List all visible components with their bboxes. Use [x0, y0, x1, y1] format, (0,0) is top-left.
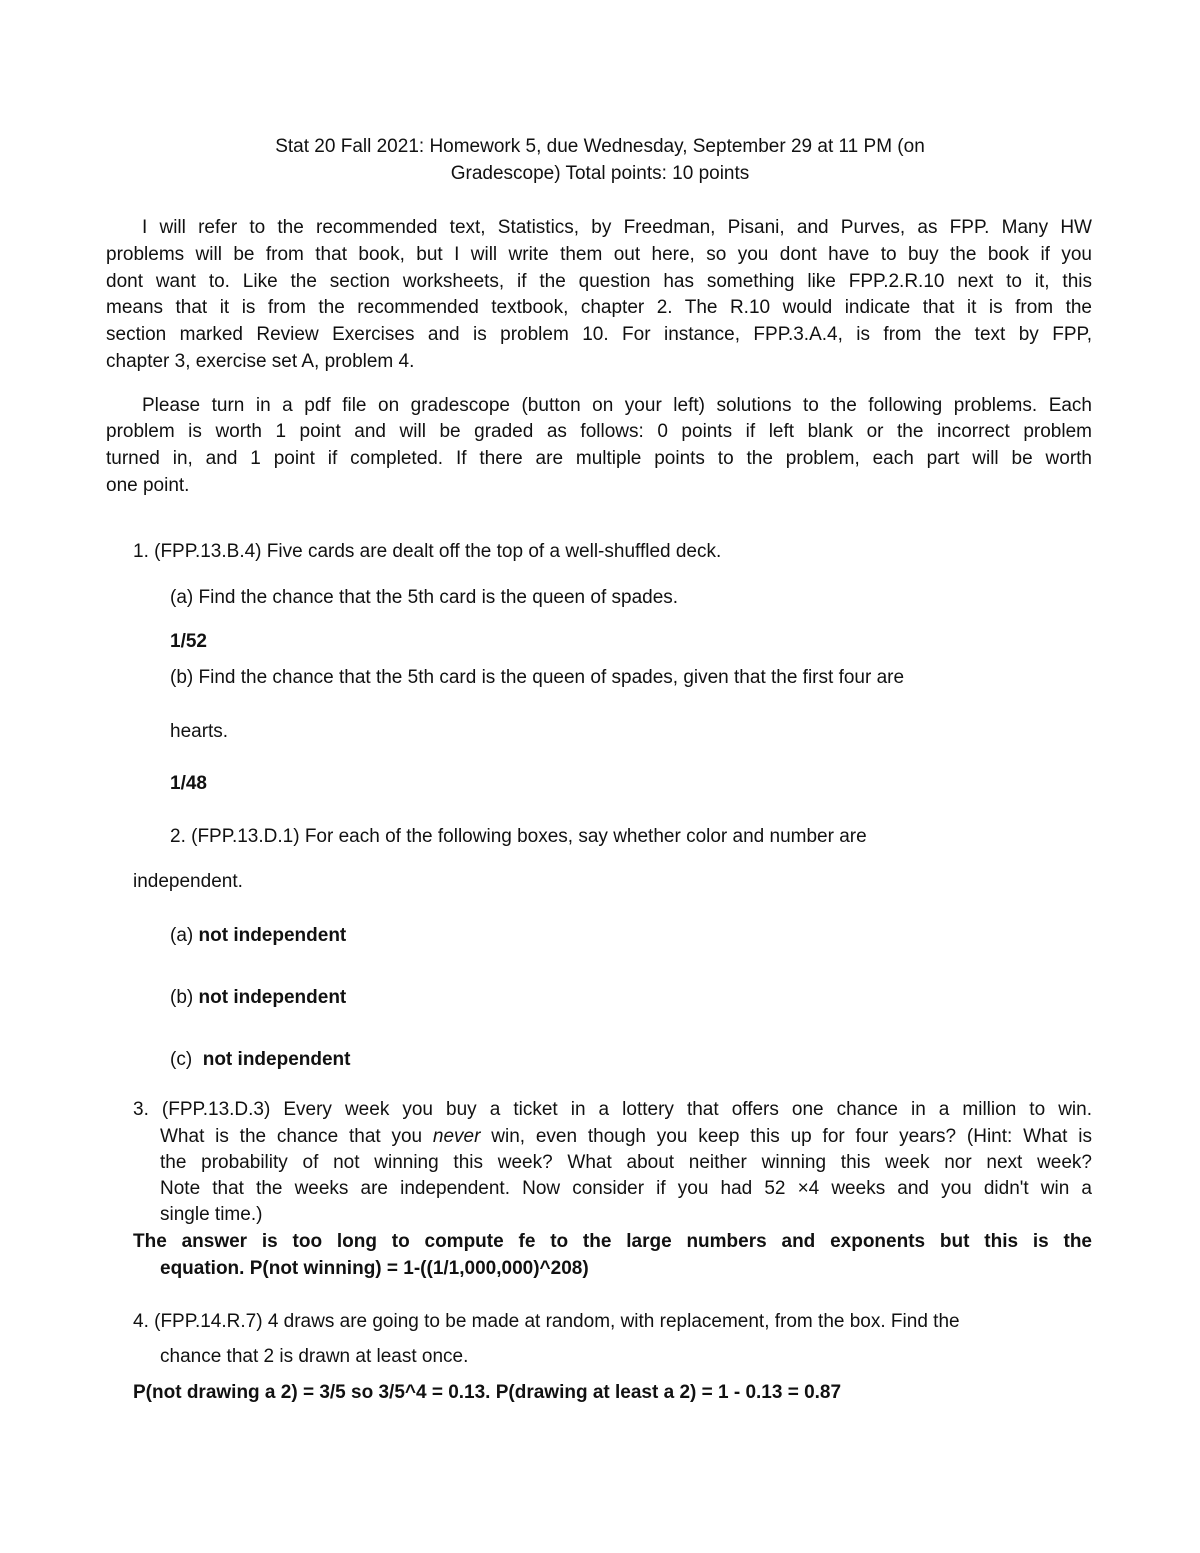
- intro-p1-line-1: I will refer to the recommended text, Statistics, by Freedman, Pisani, and Purves, as FPP. Many HW: [142, 217, 1092, 238]
- q3-prompt-line-2-pre: What is the chance that you: [160, 1126, 433, 1147]
- q2a-label: (a): [170, 925, 199, 946]
- intro-p1-line-2: problems will be from that book, but I will write them out here, so you dont have to buy the book if you: [106, 244, 1092, 265]
- doc-title-line-1: Stat 20 Fall 2021: Homework 5, due Wednesday, September 29 at 11 PM (on: [275, 136, 925, 157]
- intro-p2-line-2: problem is worth 1 point and will be graded as follows: 0 points if left blank or the incorrect problem: [106, 421, 1092, 442]
- q2c-label: (c): [170, 1049, 198, 1070]
- q4-prompt-line-2: chance that 2 is drawn at least once.: [160, 1346, 469, 1367]
- q1a-prompt: (a) Find the chance that the 5th card is the queen of spades.: [170, 587, 679, 608]
- intro-p1-line-5: section marked Review Exercises and is problem 10. For instance, FPP.3.A.4, is from the text by FPP,: [106, 324, 1092, 345]
- q2b-label: (b): [170, 987, 199, 1008]
- q3-prompt-line-3: the probability of not winning this week? What about neither winning this week nor next week?: [160, 1152, 1092, 1173]
- intro-p1-line-6: chapter 3, exercise set A, problem 4.: [106, 351, 415, 372]
- q1a-answer: 1/52: [170, 631, 207, 652]
- intro-p2-line-4: one point.: [106, 475, 190, 496]
- q2c-item: [170, 1047, 350, 1073]
- q1b-answer: 1/48: [170, 773, 207, 794]
- q2-prompt-line-2: independent.: [133, 871, 243, 892]
- q2-prompt-line-1: 2. (FPP.13.D.1) For each of the following boxes, say whether color and number are: [170, 826, 867, 847]
- q4-prompt-line-1: 4. (FPP.14.R.7) 4 draws are going to be made at random, with replacement, from the box. Find the: [133, 1311, 960, 1332]
- q2b-answer: not independent: [198, 987, 347, 1008]
- q3-answer-line-2: equation. P(not winning) = 1-((1/1,000,000)^208): [160, 1258, 589, 1279]
- q2b-item: [170, 985, 346, 1011]
- intro-p1-line-4: means that it is from the recommended textbook, chapter 2. The R.10 would indicate that it is from the: [106, 297, 1092, 318]
- doc-title-line-2: Gradescope) Total points: 10 points: [450, 163, 750, 184]
- q2a-item: [170, 923, 346, 949]
- q3-prompt-line-2-post: win, even though you keep this up for four years? (Hint: What is: [480, 1126, 1092, 1147]
- q2c-answer: not independent: [202, 1049, 351, 1070]
- intro-p1-line-3: dont want to. Like the section worksheets, if the question has something like FPP.2.R.10 next to it, this: [106, 271, 1092, 292]
- intro-p2-line-3: turned in, and 1 point if completed. If there are multiple points to the problem, each part will be worth: [106, 448, 1092, 469]
- q1-prompt: 1. (FPP.13.B.4) Five cards are dealt off the top of a well-shuffled deck.: [133, 541, 722, 562]
- q3-prompt-line-5: single time.): [160, 1204, 263, 1225]
- q3-prompt-line-2: [160, 1124, 1092, 1150]
- q3-prompt-line-4: Note that the weeks are independent. Now consider if you had 52 ×4 weeks and you didn't win a: [160, 1178, 1092, 1199]
- q3-prompt-line-1: 3. (FPP.13.D.3) Every week you buy a ticket in a lottery that offers one chance in a million to win.: [133, 1099, 1092, 1120]
- q4-answer: P(not drawing a 2) = 3/5 so 3/5^4 = 0.13. P(drawing at least a 2) = 1 - 0.13 = 0.87: [133, 1382, 842, 1403]
- q1b-prompt-line-2: hearts.: [170, 721, 229, 742]
- q2a-answer: not independent: [198, 925, 347, 946]
- intro-p2-line-1: Please turn in a pdf file on gradescope (button on your left) solutions to the following problems. Each: [142, 395, 1092, 416]
- q3-never-emphasis: never: [432, 1126, 481, 1147]
- q1b-prompt-line-1: (b) Find the chance that the 5th card is the queen of spades, given that the first four are: [170, 667, 905, 688]
- q3-answer-line-1: The answer is too long to compute fe to the large numbers and exponents but this is the: [133, 1231, 1092, 1252]
